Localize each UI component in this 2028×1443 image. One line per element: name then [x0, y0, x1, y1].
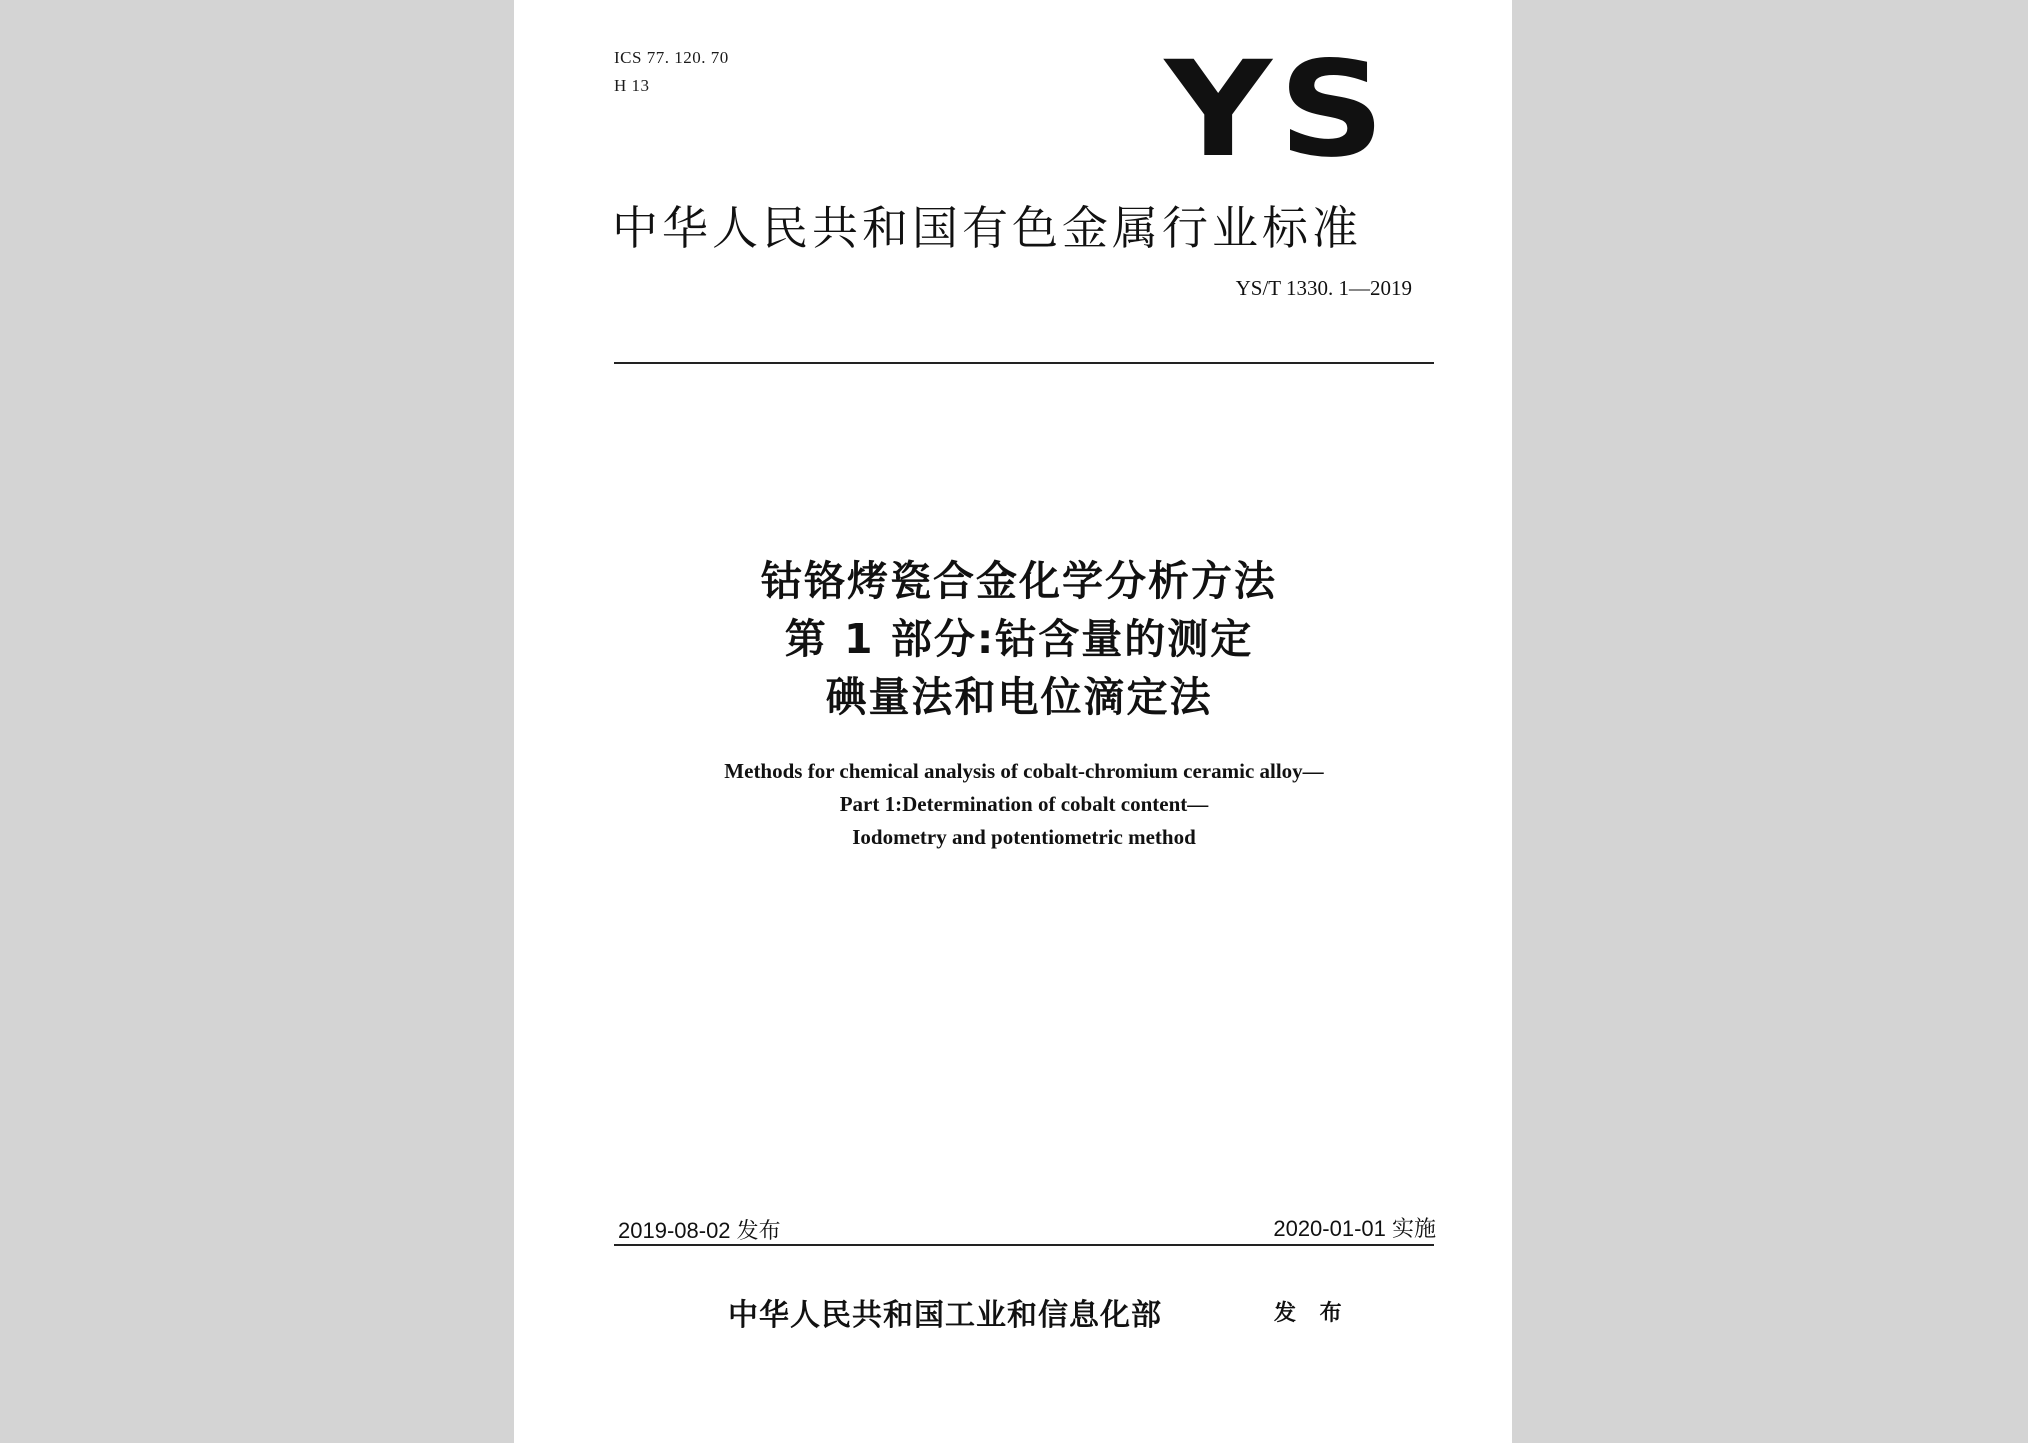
- english-title-line: Iodometry and potentiometric method: [852, 825, 1196, 849]
- english-title-line: Part 1:Determination of cobalt content—: [839, 792, 1209, 816]
- header-divider: [614, 362, 1434, 364]
- footer-divider: [614, 1244, 1434, 1246]
- chinese-title: [514, 552, 1524, 726]
- english-title-line: Methods for chemical analysis of cobalt-chromium ceramic alloy—: [724, 759, 1324, 783]
- english-title: [514, 755, 1534, 854]
- issue-date: 2019-08-02 发布: [618, 1218, 781, 1243]
- ics-code: ICS 77. 120. 70: [614, 48, 729, 67]
- document-page: [514, 0, 1512, 1443]
- issuing-authority: 中华人民共和国工业和信息化部: [728, 1298, 1162, 1333]
- standard-category-title: 中华人民共和国有色金属行业标准: [612, 201, 1362, 255]
- standard-number: YS/T 1330. 1—2019: [1235, 276, 1412, 300]
- classification-code: H 13: [614, 76, 650, 95]
- issuing-label: 发 布: [1274, 1300, 1350, 1326]
- ys-logo: YS: [1165, 33, 1392, 187]
- chinese-title-line: 碘量法和电位滴定法: [825, 673, 1213, 721]
- chinese-title-line: 第 1 部分:钴含量的测定: [784, 615, 1254, 663]
- chinese-title-line: 钴铬烤瓷合金化学分析方法: [761, 557, 1277, 605]
- implementation-date: 2020-01-01 实施: [1273, 1216, 1436, 1241]
